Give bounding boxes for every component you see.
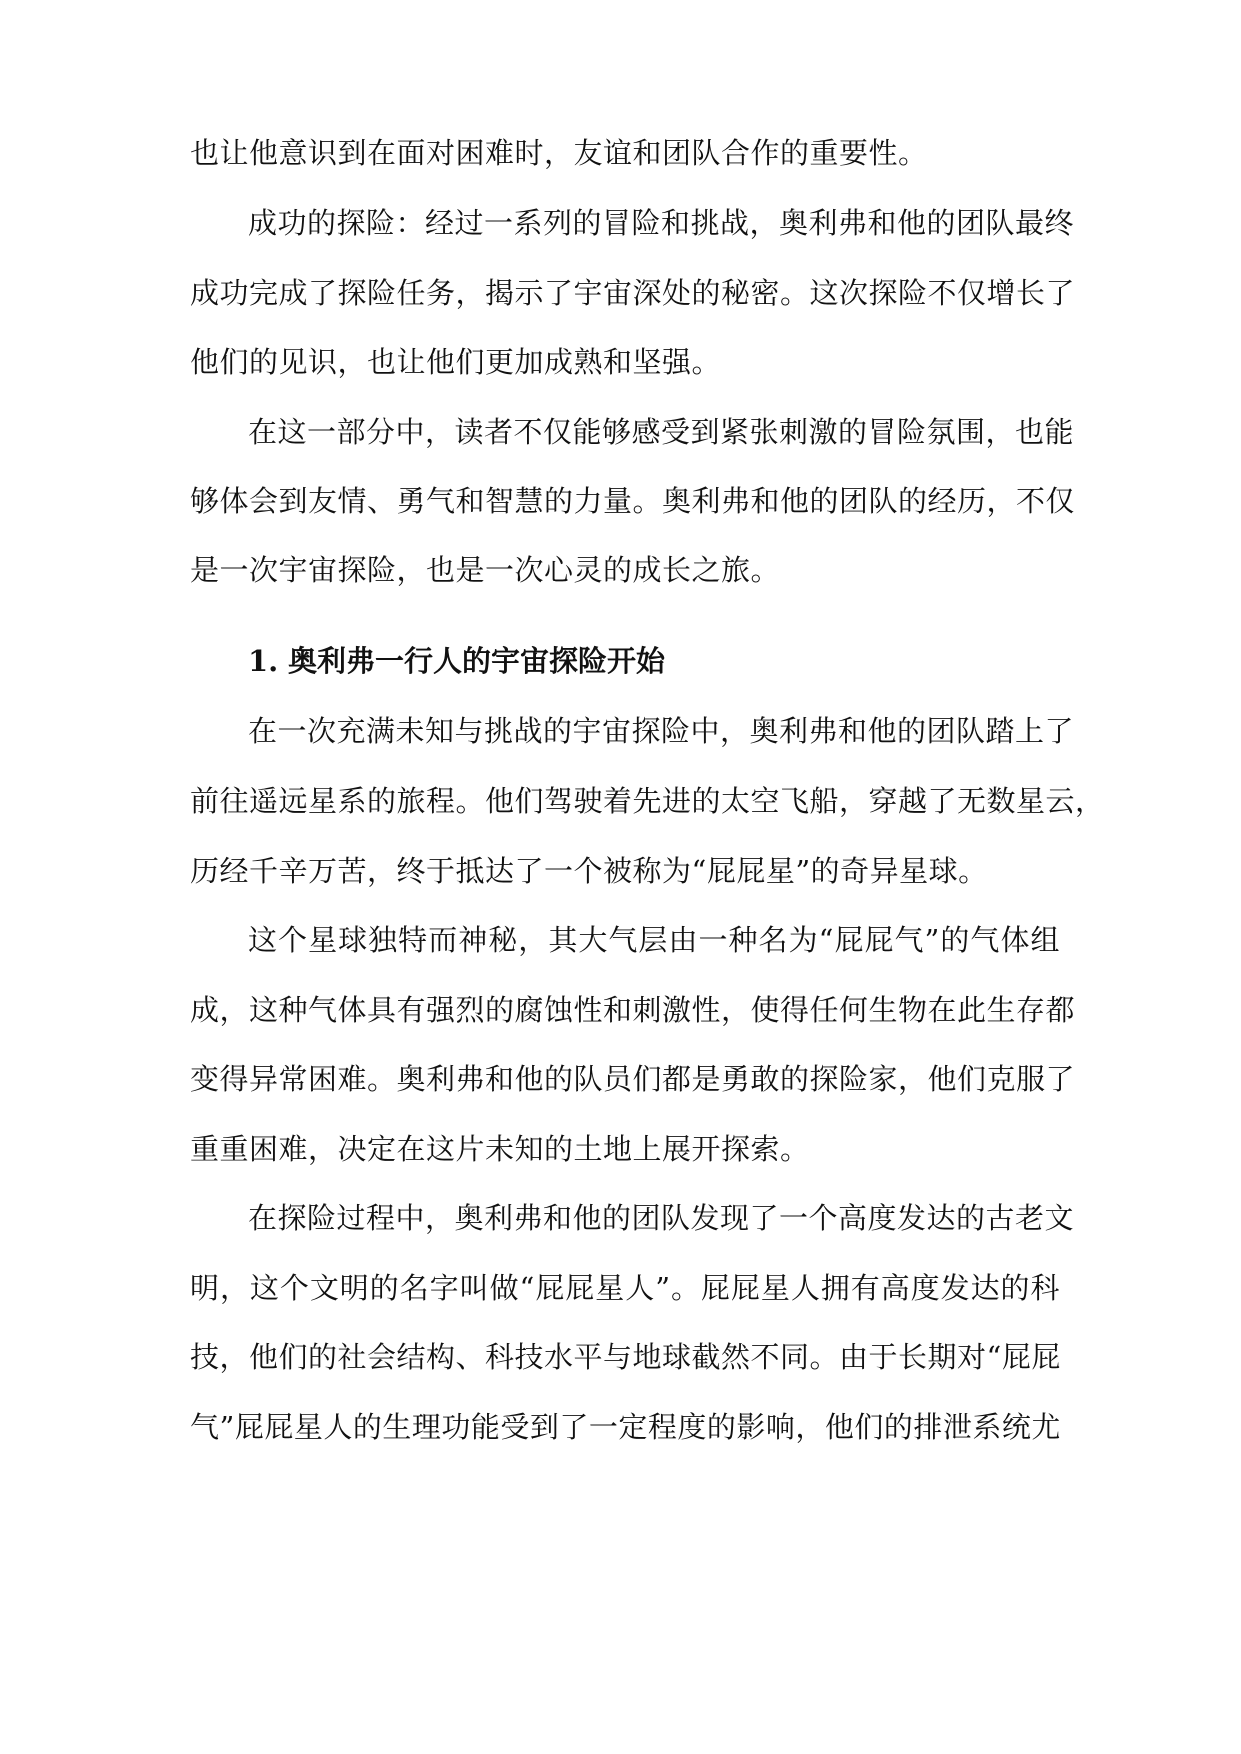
paragraph-line: 够体会到友情、勇气和智慧的力量。奥利弗和他的团队的经历，不仅 [190, 484, 1076, 518]
paragraph-line: 明，这个文明的名字叫做“屁屁星人”。屁屁星人拥有高度发达的科 [190, 1271, 1060, 1305]
paragraph-line: 他们的见识，也让他们更加成熟和坚强。 [190, 345, 722, 379]
paragraph-line: 重重困难，决定在这片未知的土地上展开探索。 [190, 1132, 810, 1166]
paragraph-line: 是一次宇宙探险，也是一次心灵的成长之旅。 [190, 553, 781, 587]
paragraph-line: 前往遥远星系的旅程。他们驾驶着先进的太空飞船，穿越了无数星云， [190, 784, 1105, 818]
paragraph-line: 在探险过程中，奥利弗和他的团队发现了一个高度发达的古老文 [248, 1201, 1075, 1235]
paragraph-line: 在这一部分中，读者不仅能够感受到紧张刺激的冒险氛围，也能 [248, 415, 1075, 449]
section-number: 1. [248, 644, 279, 678]
paragraph-line: 也让他意识到在面对困难时，友谊和团队合作的重要性。 [190, 136, 928, 170]
paragraph-line: 这个星球独特而神秘，其大气层由一种名为“屁屁气”的气体组 [248, 923, 1060, 957]
paragraph-line: 技，他们的社会结构、科技水平与地球截然不同。由于长期对“屁屁 [190, 1340, 1061, 1374]
paragraph-line: 历经千辛万苦，终于抵达了一个被称为“屁屁星”的奇异星球。 [190, 854, 988, 888]
paragraph-line: 成功的探险：经过一系列的冒险和挑战，奥利弗和他的团队最终 [248, 206, 1075, 240]
paragraph-line: 成功完成了探险任务，揭示了宇宙深处的秘密。这次探险不仅增长了 [190, 276, 1076, 310]
section-heading [248, 643, 665, 679]
section-title: 奥利弗一行人的宇宙探险开始 [288, 644, 666, 678]
paragraph-line: 成，这种气体具有强烈的腐蚀性和刺激性，使得任何生物在此生存都 [190, 993, 1076, 1027]
paragraph-line: 在一次充满未知与挑战的宇宙探险中，奥利弗和他的团队踏上了 [248, 714, 1075, 748]
paragraph-line: 气”屁屁星人的生理功能受到了一定程度的影响，他们的排泄系统尤 [190, 1410, 1061, 1444]
paragraph-line: 变得异常困难。奥利弗和他的队员们都是勇敢的探险家，他们克服了 [190, 1062, 1076, 1096]
